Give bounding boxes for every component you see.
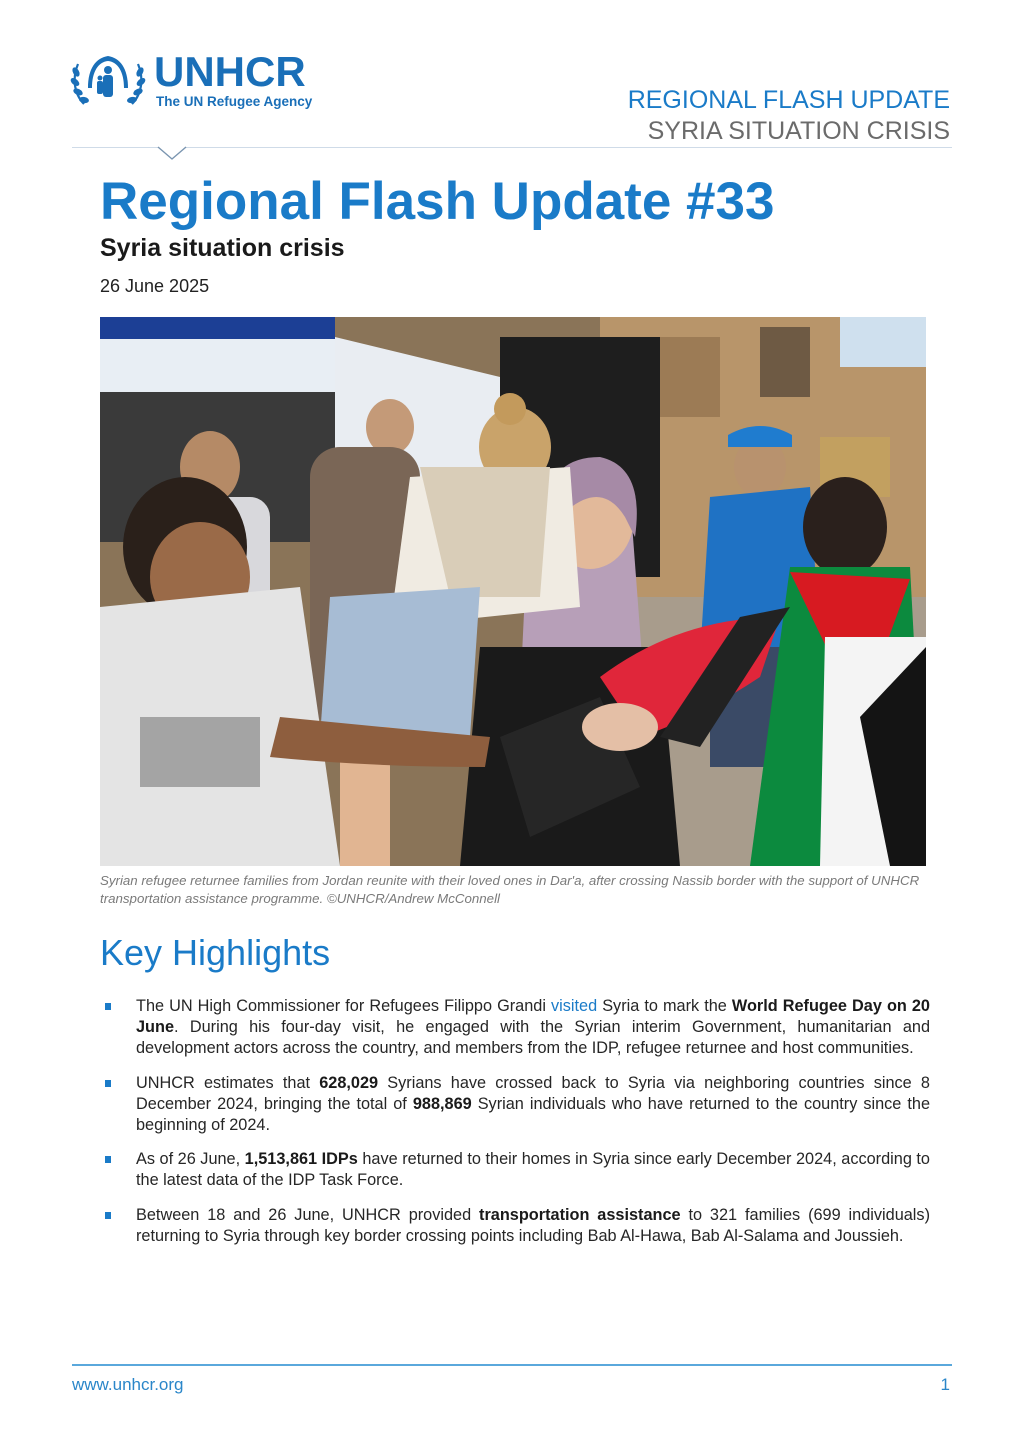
emphasis-text: 628,029: [319, 1073, 379, 1092]
unhcr-logo: [70, 48, 340, 112]
report-kicker: REGIONAL FLASH UPDATE: [627, 86, 950, 114]
bullet-icon: [105, 1156, 111, 1163]
text-segment: UNHCR estimates that: [136, 1073, 320, 1092]
page-title: Regional Flash Update #33: [100, 172, 775, 231]
text-segment: to 321 families (699 individuals) returning to Syria through key border crossing points including Bab Al-Hawa, Bab Al-Salama and Joussieh.: [136, 1205, 930, 1245]
report-header: [628, 86, 950, 148]
highlight-item: [100, 996, 930, 1059]
publication-date: 26 June 2025: [100, 276, 210, 296]
text-segment: . During his four-day visit, he engaged with the Syrian interim Government, humanitarian and development actors across the country, and members from the IDP, refugee returnee and host communities.: [136, 1018, 930, 1057]
text-segment: Between 18 and 26 June, UNHCR provided: [136, 1205, 480, 1224]
emphasis-text: 988,869: [412, 1094, 472, 1113]
page-number: 1: [940, 1375, 950, 1394]
text-segment: Syrian individuals who have returned to the country since the beginning of 2024.: [136, 1094, 931, 1134]
text-segment: As of 26 June,: [136, 1150, 245, 1168]
photo-caption: Syrian refugee returnee families from Jordan reunite with their loved ones in Dar'a, after crossing Nassib border with the support of UNHCR transportation assistance programme. ©UNHCR/Andrew McConnell: [100, 873, 920, 906]
highlight-text: [136, 997, 930, 1057]
highlight-item: [100, 1149, 930, 1191]
highlight-text: [136, 1074, 930, 1134]
emphasis-text: World Refugee Day on 20 June: [136, 997, 930, 1036]
emphasis-text: 1,513,861 IDPs: [244, 1150, 358, 1168]
footer-divider: [72, 1364, 952, 1366]
unhcr-wordmark: UNHCR: [154, 48, 306, 95]
section-heading-key-highlights: Key Highlights: [100, 932, 331, 973]
key-highlights-list: [100, 996, 930, 1260]
highlight-item: [100, 1205, 930, 1247]
bullet-icon: [105, 1212, 111, 1219]
emphasis-text: transportation assistance: [479, 1205, 681, 1224]
text-segment: Syria to mark the: [597, 997, 732, 1015]
report-situation: SYRIA SITUATION CRISIS: [647, 117, 950, 145]
visited-link[interactable]: visited: [551, 997, 598, 1015]
text-segment: have returned to their homes in Syria since early December 2024, according to the latest data of the IDP Task Force.: [136, 1150, 930, 1189]
highlight-text: [136, 1150, 930, 1189]
cover-photo-illustration: [100, 317, 926, 866]
page-subtitle: Syria situation crisis: [100, 234, 345, 262]
highlight-text: [136, 1206, 930, 1245]
unhcr-emblem-icon: [70, 48, 146, 112]
text-segment: Syrians have crossed back to Syria via neighboring countries since 8 December 2024, bringing the total of: [136, 1073, 930, 1113]
bullet-icon: [105, 1080, 111, 1087]
bullet-icon: [105, 1003, 111, 1010]
unhcr-tagline: The UN Refugee Agency: [156, 94, 313, 109]
chevron-down-icon: [157, 146, 189, 162]
footer-website-link[interactable]: www.unhcr.org: [72, 1375, 184, 1394]
text-segment: The UN High Commissioner for Refugees Filippo Grandi: [136, 997, 551, 1015]
header-divider: [72, 147, 952, 148]
cover-photo: [100, 317, 926, 866]
highlight-item: [100, 1073, 930, 1136]
